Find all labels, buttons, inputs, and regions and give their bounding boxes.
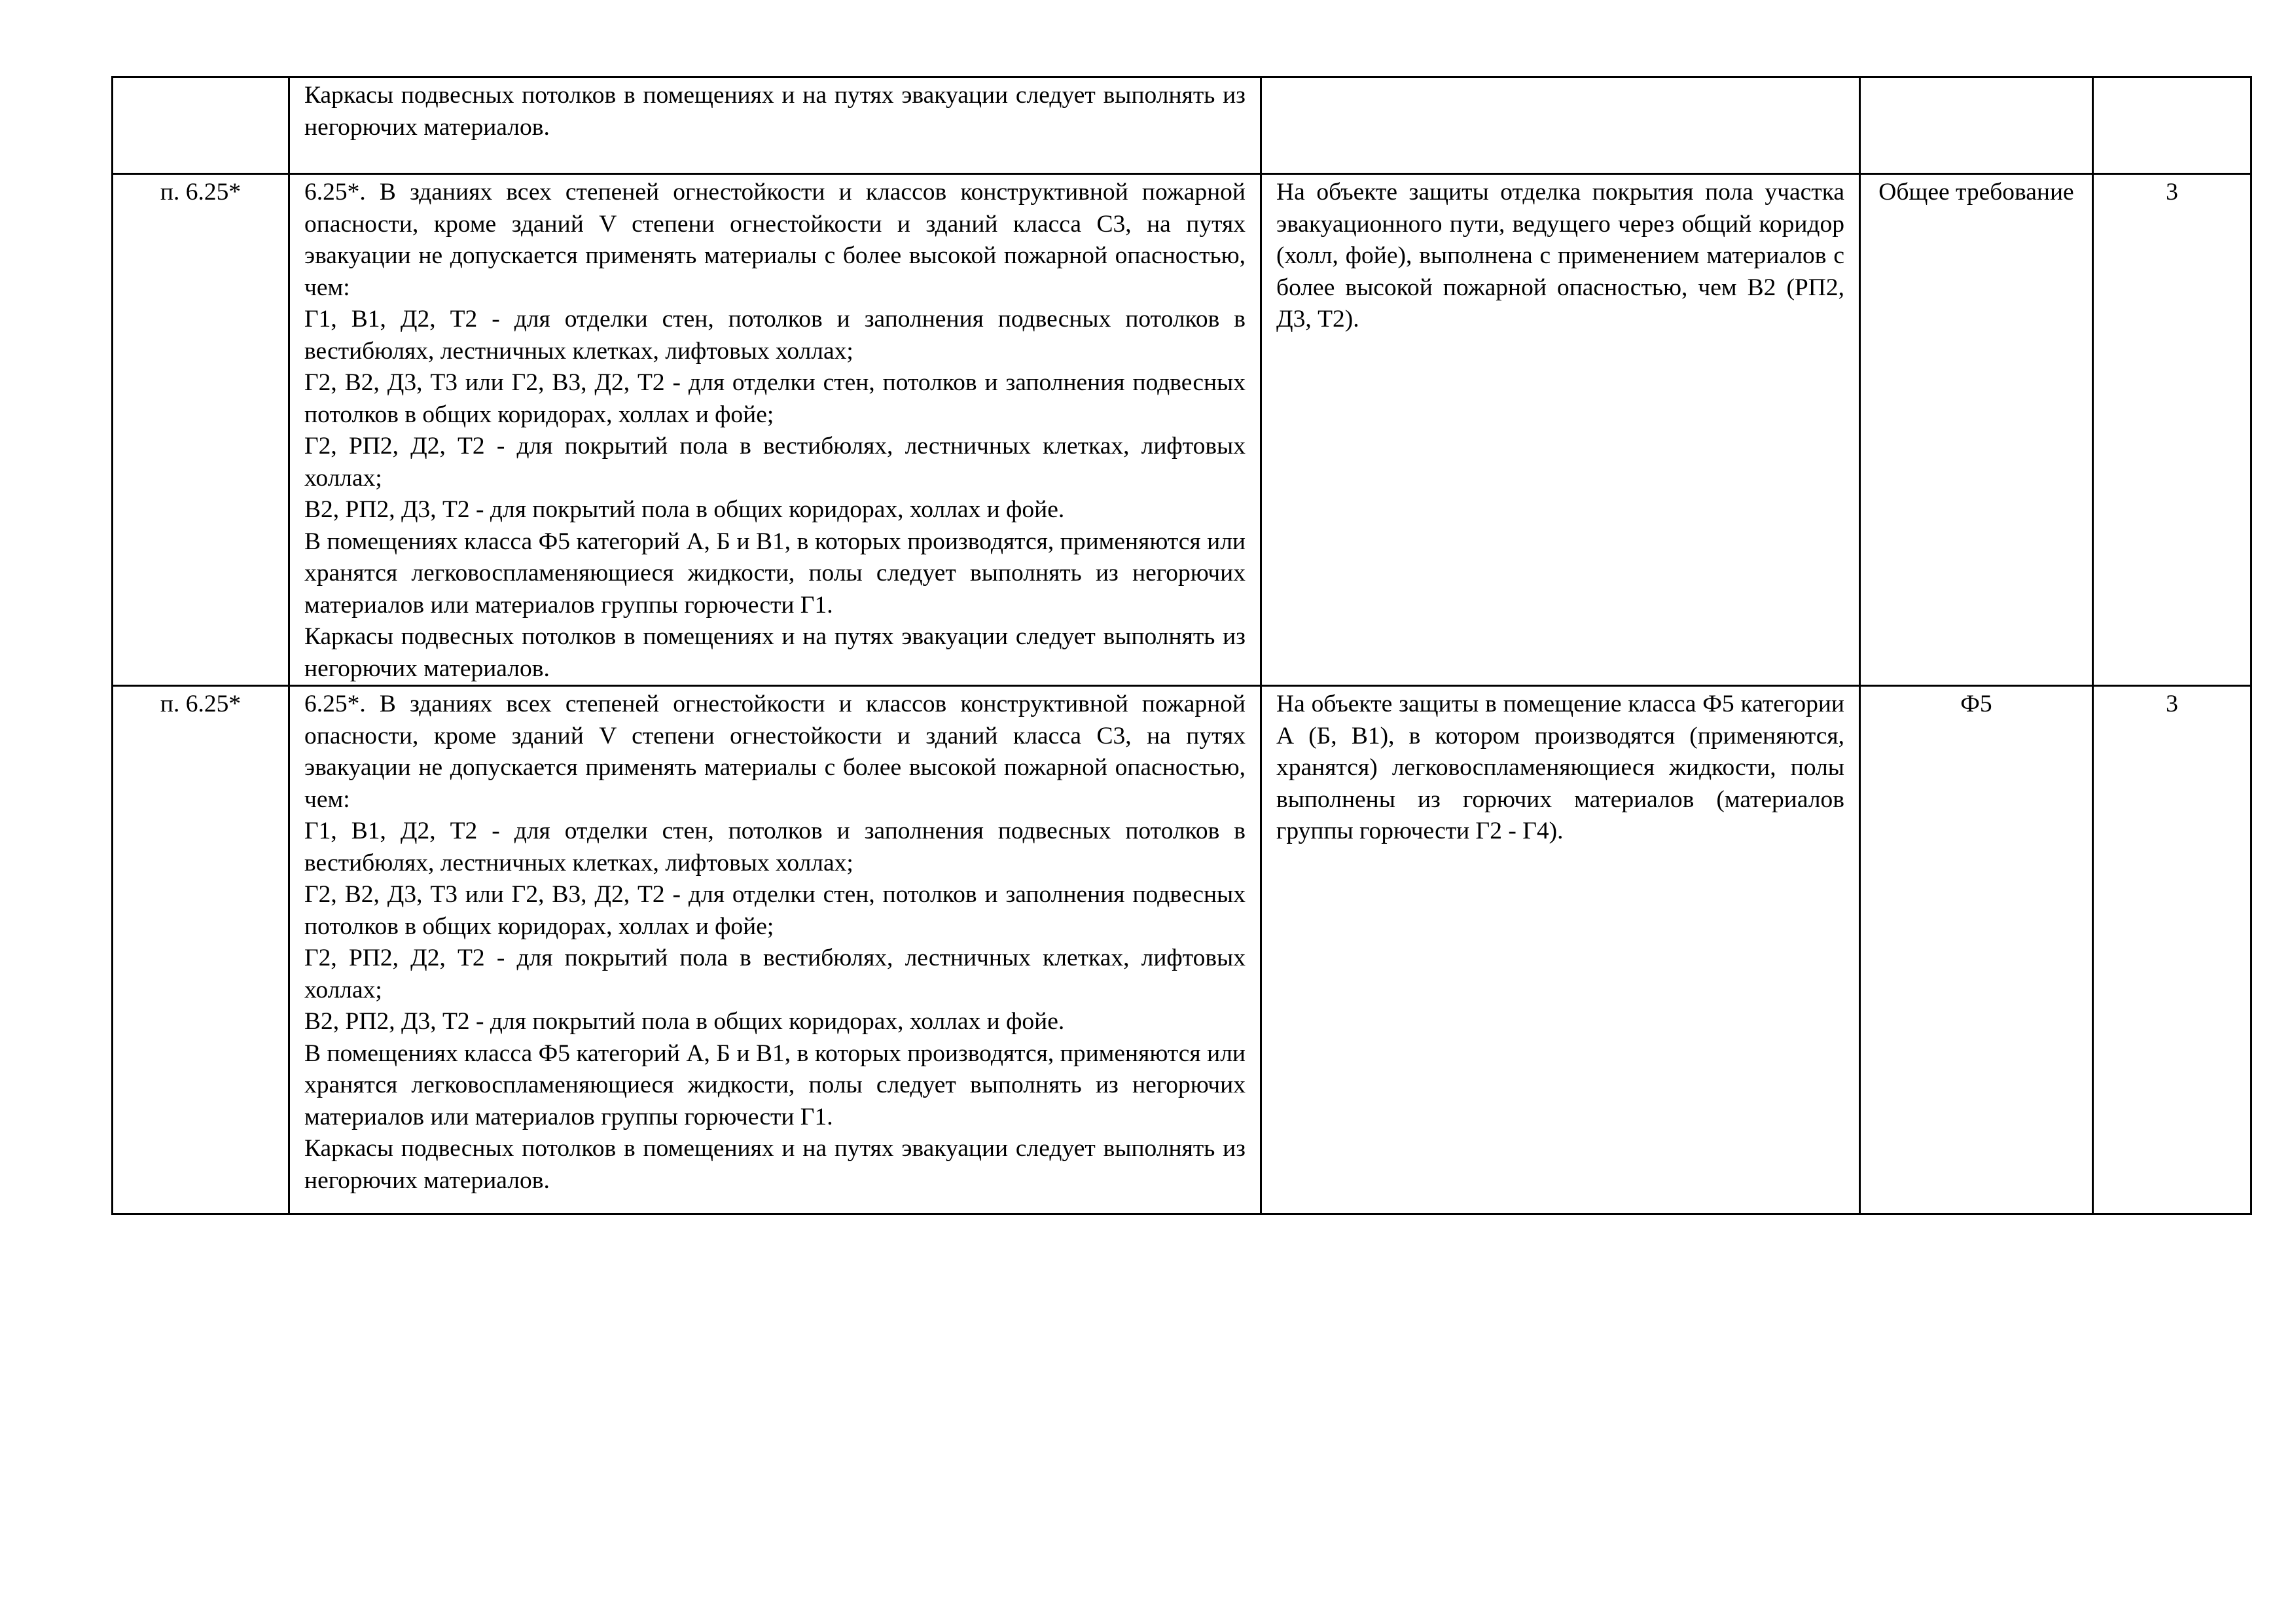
scope-cell: Общее требование xyxy=(1860,174,2093,686)
requirement-paragraph: Г1, В1, Д2, Т2 - для отделки стен, потолков и заполнения подвесных потолков в вестибюлях, лестничных клетках, лифтовых холлах; xyxy=(304,306,1246,365)
requirement-paragraph: В2, РП2, Д3, Т2 - для покрытий пола в общих коридорах, холлах и фойе. xyxy=(304,1008,1065,1035)
requirement-paragraph: 6.25*. В зданиях всех степеней огнестойкости и классов конструктивной пожарной опасности, кроме зданий V степени огнестойкости и зданий класса С3, на путях эвакуации не допускается применять материалы с более высокой пожарной опасностью, чем: xyxy=(304,179,1246,301)
requirement-paragraph: В2, РП2, Д3, Т2 - для покрытий пола в общих коридорах, холлах и фойе. xyxy=(304,496,1065,523)
requirement-paragraph: Каркасы подвесных потолков в помещениях и на путях эвакуации следует выполнять из негорючих материалов. xyxy=(304,1135,1246,1194)
requirement-cell xyxy=(289,174,1261,686)
table-row xyxy=(113,686,2251,1214)
requirement-paragraph: 6.25*. В зданиях всех степеней огнестойкости и классов конструктивной пожарной опасности, кроме зданий V степени огнестойкости и зданий класса С3, на путях эвакуации не допускается применять материалы с более высокой пожарной опасностью, чем: xyxy=(304,691,1246,813)
clause-cell: п. 6.25* xyxy=(113,686,289,1214)
requirement-paragraph: Г2, РП2, Д2, Т2 - для покрытий пола в вестибюлях, лестничных клетках, лифтовых холлах; xyxy=(304,433,1246,492)
requirement-paragraph: Г2, В2, Д3, Т3 или Г2, В3, Д2, Т2 - для отделки стен, потолков и заполнения подвесных потолков в общих коридорах, холлах и фойе; xyxy=(304,881,1246,940)
requirement-cell xyxy=(289,686,1261,1214)
scope-cell xyxy=(1860,77,2093,174)
requirements-table-sheet xyxy=(111,76,2250,1215)
requirement-paragraph: В помещениях класса Ф5 категорий А, Б и В1, в которых производятся, применяются или хранятся легковоспламеняющиеся жидкости, полы следует выполнять из негорючих материалов или материалов группы горючести Г1. xyxy=(304,1039,1246,1130)
clause-cell: п. 6.25* xyxy=(113,174,289,686)
requirement-paragraph: В помещениях класса Ф5 категорий А, Б и В1, в которых производятся, применяются или хранятся легковоспламеняющиеся жидкости, полы следует выполнять из негорючих материалов или материалов группы горючести Г1. xyxy=(304,528,1246,619)
table-row xyxy=(113,77,2251,174)
requirements-table xyxy=(111,76,2252,1215)
category-cell: 3 xyxy=(2093,686,2251,1214)
clause-cell xyxy=(113,77,289,174)
requirement-paragraph: Г2, В2, Д3, Т3 или Г2, В3, Д2, Т2 - для отделки стен, потолков и заполнения подвесных потолков в общих коридорах, холлах и фойе; xyxy=(304,369,1246,428)
scope-cell: Ф5 xyxy=(1860,686,2093,1214)
requirement-paragraph: Каркасы подвесных потолков в помещениях и на путях эвакуации следует выполнять из негорючих материалов. xyxy=(304,623,1246,682)
requirement-cell xyxy=(289,77,1261,174)
violation-cell: На объекте защиты в помещение класса Ф5 категории А (Б, В1), в котором производятся (применяются, хранятся) легковоспламеняющиеся жидкости, полы выполнены из горючих материалов (материалов группы горючести Г2 - Г4). xyxy=(1261,686,1860,1214)
violation-cell: На объекте защиты отделка покрытия пола участка эвакуационного пути, ведущего через общий коридор (холл, фойе), выполнена с применением материалов с более высокой пожарной опасностью, чем В2 (РП2, Д3, Т2). xyxy=(1261,174,1860,686)
violation-cell xyxy=(1261,77,1860,174)
category-cell xyxy=(2093,77,2251,174)
requirement-paragraph: Каркасы подвесных потолков в помещениях и на путях эвакуации следует выполнять из негорючих материалов. xyxy=(304,82,1246,141)
requirement-paragraph: Г1, В1, Д2, Т2 - для отделки стен, потолков и заполнения подвесных потолков в вестибюлях, лестничных клетках, лифтовых холлах; xyxy=(304,818,1246,876)
requirement-paragraph: Г2, РП2, Д2, Т2 - для покрытий пола в вестибюлях, лестничных клетках, лифтовых холлах; xyxy=(304,945,1246,1003)
category-cell: 3 xyxy=(2093,174,2251,686)
table-row xyxy=(113,174,2251,686)
